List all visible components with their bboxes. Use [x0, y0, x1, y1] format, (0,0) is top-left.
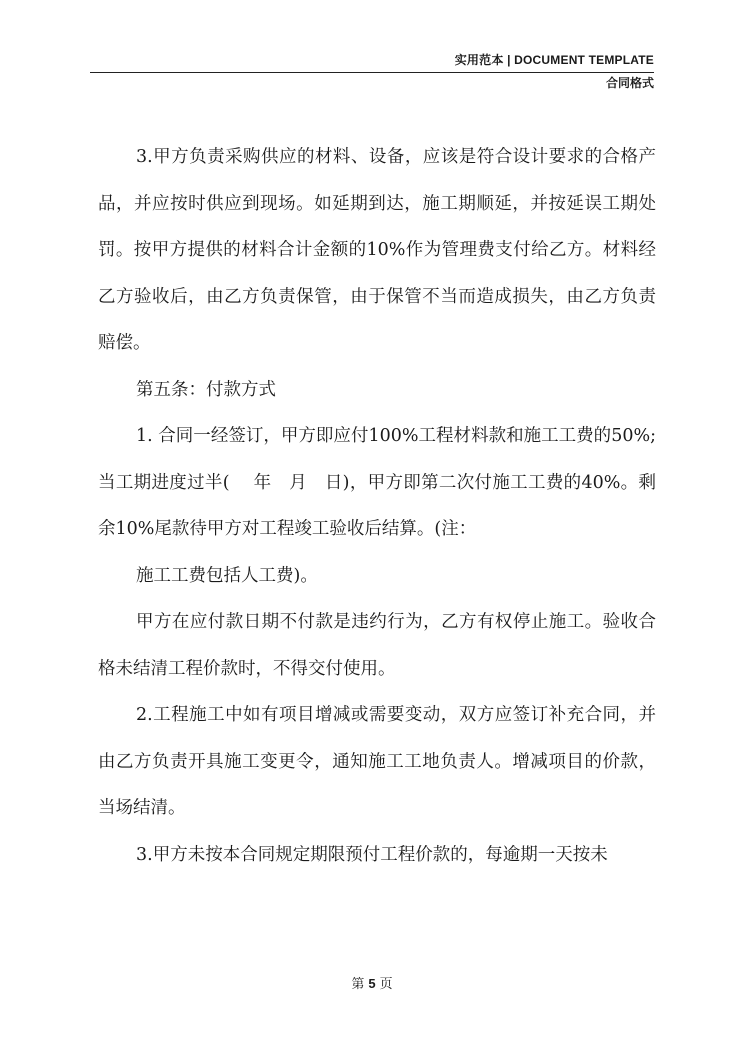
- page-number: 5: [368, 976, 376, 991]
- paragraph-material-supply: 3.甲方负责采购供应的材料、设备，应该是符合设计要求的合格产品，并应按时供应到现场。如延期到达，施工期顺延，并按延误工期处罚。按甲方提供的材料合计金额的10%作为管理费支付给乙方。材料经乙方验收后，由乙方负责保管，由于保管不当而造成损失，由乙方负责赔偿。: [98, 147, 656, 353]
- paragraph-project-changes: 2.工程施工中如有项目增减或需要变动，双方应签订补充合同，并由乙方负责开具施工变更令，通知施工工地负责人。增减项目的价款，当场结清。: [98, 705, 656, 818]
- header-title: 实用范本 | DOCUMENT TEMPLATE: [454, 53, 654, 67]
- paragraph-payment-schedule: 1. 合同一经签订，甲方即应付100%工程材料款和施工工费的50%;当工期进度过半( 年 月 日)，甲方即第二次付施工工费的40%。剩余10%尾款待甲方对工程竣工验收后结算。(注：: [98, 426, 656, 539]
- section-heading-payment: 第五条：付款方式: [136, 379, 276, 400]
- header-subtitle: 合同格式: [605, 76, 654, 90]
- footer-suffix: 页: [379, 977, 393, 992]
- page-footer: [0, 975, 744, 994]
- page-header: [90, 52, 654, 91]
- paragraph-payment-note: 施工工费包括人工费)。: [136, 565, 318, 586]
- document-body: [98, 134, 656, 878]
- paragraph-late-payment: 甲方在应付款日期不付款是违约行为，乙方有权停止施工。验收合格未结清工程价款时，不得交付使用。: [98, 612, 656, 679]
- footer-prefix: 第: [351, 977, 365, 992]
- paragraph-overdue-penalty: 3.甲方未按本合同规定期限预付工程价款的，每逾期一天按未: [136, 844, 608, 865]
- header-divider: [90, 72, 654, 73]
